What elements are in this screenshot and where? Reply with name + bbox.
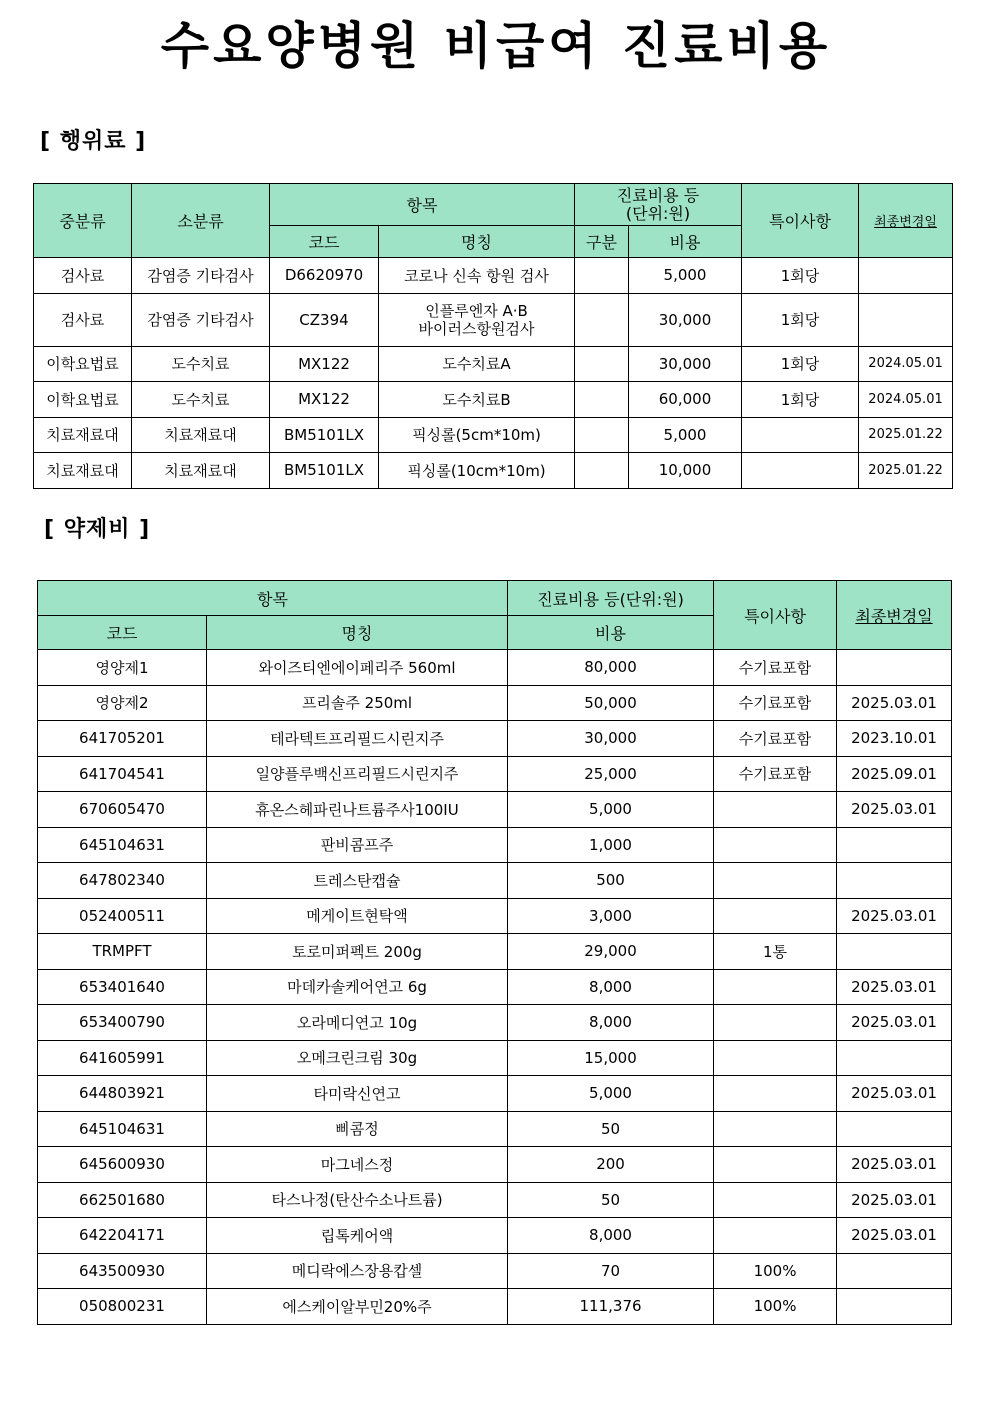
cell-note: [714, 1040, 837, 1076]
cell-code: 641704541: [38, 756, 207, 792]
cell-code: 662501680: [38, 1182, 207, 1218]
cell-note: [714, 1182, 837, 1218]
cell-note: [714, 969, 837, 1005]
cell-note: [714, 1005, 837, 1041]
cell-cost: 15,000: [508, 1040, 714, 1076]
table-row: [38, 650, 952, 686]
cell-name: 트레스탄캡슐: [207, 863, 508, 899]
header-sub-category: 소분류: [132, 184, 270, 258]
cell-sub: 치료재료대: [132, 453, 270, 489]
table-row: [38, 898, 952, 934]
cell-name: 토로미퍼펙트 200g: [207, 934, 508, 970]
cell-updated: 2025.03.01: [837, 969, 952, 1005]
table-row: [34, 382, 953, 418]
cell-name: 마그네스정: [207, 1147, 508, 1183]
cell-cost: 10,000: [629, 453, 742, 489]
cell-name: 도수치료B: [379, 382, 575, 418]
cell-note: [714, 898, 837, 934]
cell-updated: 2025.03.01: [837, 685, 952, 721]
cell-code: 645600930: [38, 1147, 207, 1183]
cell-name: 메디락에스장용캅셀: [207, 1253, 508, 1289]
cell-name: 픽싱롤(10cm*10m): [379, 453, 575, 489]
cell-type: [575, 258, 629, 294]
cell-cost: 25,000: [508, 756, 714, 792]
cell-sub: 감염증 기타검사: [132, 293, 270, 346]
cell-code: 642204171: [38, 1218, 207, 1254]
table-row: [38, 1253, 952, 1289]
table-row: [38, 1147, 952, 1183]
table-row: [38, 1111, 952, 1147]
cell-note: [714, 1076, 837, 1112]
cell-code: CZ394: [270, 293, 379, 346]
cell-cost: 8,000: [508, 1218, 714, 1254]
table-row: [38, 1182, 952, 1218]
cell-code: TRMPFT: [38, 934, 207, 970]
cell-updated: 2025.03.01: [837, 1147, 952, 1183]
cell-updated: [859, 293, 953, 346]
section-heading-medications: [ 약제비 ]: [44, 517, 151, 542]
table-row: [34, 346, 953, 382]
table-row: [38, 792, 952, 828]
cell-sub: 도수치료: [132, 346, 270, 382]
cell-code: 643500930: [38, 1253, 207, 1289]
cell-cost: 50: [508, 1182, 714, 1218]
cell-cost: 111,376: [508, 1289, 714, 1325]
header-last-updated: 최종변경일: [837, 581, 952, 650]
cell-note: 수기료포함: [714, 685, 837, 721]
cell-code: MX122: [270, 346, 379, 382]
cell-updated: [837, 1289, 952, 1325]
cell-updated: [837, 827, 952, 863]
cell-updated: 2025.03.01: [837, 792, 952, 828]
table-row: [34, 453, 953, 489]
cell-updated: [837, 1253, 952, 1289]
cell-updated: [837, 1111, 952, 1147]
cell-note: 수기료포함: [714, 756, 837, 792]
header-cost: 비용: [629, 226, 742, 258]
cell-name: 오메크린크림 30g: [207, 1040, 508, 1076]
cell-type: [575, 417, 629, 453]
cell-updated: 2025.03.01: [837, 1076, 952, 1112]
cell-mid: 검사료: [34, 293, 132, 346]
cell-code: D6620970: [270, 258, 379, 294]
cell-updated: [837, 863, 952, 899]
cell-type: [575, 293, 629, 346]
cell-name: 일양플루백신프리필드시린지주: [207, 756, 508, 792]
cell-updated: [837, 1040, 952, 1076]
cell-name: 테라텍트프리필드시린지주: [207, 721, 508, 757]
cell-updated: 2025.03.01: [837, 1005, 952, 1041]
table-row: [38, 721, 952, 757]
cell-cost: 5,000: [629, 258, 742, 294]
header-code: 코드: [38, 616, 207, 650]
cell-code: 670605470: [38, 792, 207, 828]
cell-cost: 1,000: [508, 827, 714, 863]
cell-note: 1회당: [742, 346, 859, 382]
cell-cost: 30,000: [629, 346, 742, 382]
cell-name: 마데카솔케어연고 6g: [207, 969, 508, 1005]
cell-cost: 50: [508, 1111, 714, 1147]
cell-name: 삐콤정: [207, 1111, 508, 1147]
table-row: [34, 258, 953, 294]
cell-code: 050800231: [38, 1289, 207, 1325]
cell-name: 립톡케어액: [207, 1218, 508, 1254]
table-row: [38, 756, 952, 792]
cell-code: 647802340: [38, 863, 207, 899]
cell-mid: 치료재료대: [34, 453, 132, 489]
cell-cost: 5,000: [508, 792, 714, 828]
cell-note: [714, 1218, 837, 1254]
cell-type: [575, 346, 629, 382]
cell-note: 1회당: [742, 382, 859, 418]
cell-updated: 2025.03.01: [837, 1218, 952, 1254]
cell-updated: 2025.09.01: [837, 756, 952, 792]
cell-name: 인플루엔자 A·B 바이러스항원검사: [379, 293, 575, 346]
cell-sub: 치료재료대: [132, 417, 270, 453]
cell-sub: 감염증 기타검사: [132, 258, 270, 294]
table-row: [38, 969, 952, 1005]
cell-code: 653401640: [38, 969, 207, 1005]
cell-name: 에스케이알부민20%주: [207, 1289, 508, 1325]
header-name: 명칭: [379, 226, 575, 258]
table-row: [38, 1289, 952, 1325]
cell-cost: 80,000: [508, 650, 714, 686]
cell-cost: 3,000: [508, 898, 714, 934]
cell-updated: [837, 934, 952, 970]
cell-note: 1회당: [742, 258, 859, 294]
section-heading-procedures: [ 행위료 ]: [40, 129, 147, 154]
cell-updated: 2025.01.22: [859, 417, 953, 453]
cell-note: [714, 1147, 837, 1183]
cell-updated: 2025.01.22: [859, 453, 953, 489]
cell-mid: 이학요법료: [34, 382, 132, 418]
cell-name: 타스나정(탄산수소나트륨): [207, 1182, 508, 1218]
cell-note: 수기료포함: [714, 721, 837, 757]
cell-name: 휴온스헤파린나트륨주사100IU: [207, 792, 508, 828]
table-row: [38, 934, 952, 970]
cell-name: 도수치료A: [379, 346, 575, 382]
procedure-fee-table: [33, 183, 953, 489]
cell-cost: 60,000: [629, 382, 742, 418]
cell-cost: 29,000: [508, 934, 714, 970]
cell-mid: 치료재료대: [34, 417, 132, 453]
cell-note: 1회당: [742, 293, 859, 346]
cell-note: [742, 453, 859, 489]
cell-name: 타미락신연고: [207, 1076, 508, 1112]
cell-note: [714, 863, 837, 899]
cell-note: 100%: [714, 1289, 837, 1325]
cell-note: [714, 827, 837, 863]
cell-code: 645104631: [38, 1111, 207, 1147]
cell-note: [742, 417, 859, 453]
cell-cost: 8,000: [508, 1005, 714, 1041]
cell-updated: 2025.03.01: [837, 898, 952, 934]
cell-name: 코로나 신속 항원 검사: [379, 258, 575, 294]
cell-mid: 검사료: [34, 258, 132, 294]
table-row: [38, 863, 952, 899]
cell-cost: 5,000: [508, 1076, 714, 1112]
cell-note: 100%: [714, 1253, 837, 1289]
page-title: 수요양병원 비급여 진료비용: [160, 17, 832, 75]
table-row: [38, 1040, 952, 1076]
cell-note: 1통: [714, 934, 837, 970]
cell-cost: 50,000: [508, 685, 714, 721]
table-row: [34, 417, 953, 453]
cell-code: 052400511: [38, 898, 207, 934]
cell-code: 641605991: [38, 1040, 207, 1076]
cell-updated: [837, 650, 952, 686]
table-row: [38, 1005, 952, 1041]
cell-code: 641705201: [38, 721, 207, 757]
cell-updated: 2024.05.01: [859, 346, 953, 382]
table-row: [38, 827, 952, 863]
header-note: 특이사항: [742, 184, 859, 258]
medication-fee-table: [37, 580, 952, 1325]
cell-cost: 70: [508, 1253, 714, 1289]
table-row: [38, 1076, 952, 1112]
cell-type: [575, 453, 629, 489]
cell-note: [714, 792, 837, 828]
cell-name: 메게이트현탁액: [207, 898, 508, 934]
cell-name: 오라메디연고 10g: [207, 1005, 508, 1041]
cell-name: 픽싱롤(5cm*10m): [379, 417, 575, 453]
cell-cost: 30,000: [508, 721, 714, 757]
cell-updated: 2025.03.01: [837, 1182, 952, 1218]
cell-type: [575, 382, 629, 418]
cell-updated: 2024.05.01: [859, 382, 953, 418]
cell-cost: 30,000: [629, 293, 742, 346]
cell-note: [714, 1111, 837, 1147]
cell-mid: 이학요법료: [34, 346, 132, 382]
cell-code: 645104631: [38, 827, 207, 863]
header-cost: 비용: [508, 616, 714, 650]
header-cost-group: 진료비용 등 (단위:원): [575, 184, 742, 226]
table-row: [38, 685, 952, 721]
cell-cost: 5,000: [629, 417, 742, 453]
header-item: 항목: [270, 184, 575, 226]
header-item: 항목: [38, 581, 508, 616]
header-last-updated: 최종변경일: [859, 184, 953, 258]
cell-code: 영양제2: [38, 685, 207, 721]
header-mid-category: 중분류: [34, 184, 132, 258]
cell-code: BM5101LX: [270, 453, 379, 489]
cell-code: 644803921: [38, 1076, 207, 1112]
header-note: 특이사항: [714, 581, 837, 650]
cell-cost: 200: [508, 1147, 714, 1183]
cell-code: BM5101LX: [270, 417, 379, 453]
cell-name: 판비콤프주: [207, 827, 508, 863]
cell-name: 와이즈티엔에이페리주 560ml: [207, 650, 508, 686]
table-row: [38, 1218, 952, 1254]
header-cost-group: 진료비용 등(단위:원): [508, 581, 714, 616]
cell-sub: 도수치료: [132, 382, 270, 418]
header-name: 명칭: [207, 616, 508, 650]
header-code: 코드: [270, 226, 379, 258]
cell-code: 653400790: [38, 1005, 207, 1041]
cell-cost: 8,000: [508, 969, 714, 1005]
cell-cost: 500: [508, 863, 714, 899]
cell-note: 수기료포함: [714, 650, 837, 686]
cell-code: MX122: [270, 382, 379, 418]
cell-name: 프리솔주 250ml: [207, 685, 508, 721]
cell-code: 영양제1: [38, 650, 207, 686]
table-row: [34, 293, 953, 346]
cell-updated: 2023.10.01: [837, 721, 952, 757]
header-type: 구분: [575, 226, 629, 258]
cell-updated: [859, 258, 953, 294]
